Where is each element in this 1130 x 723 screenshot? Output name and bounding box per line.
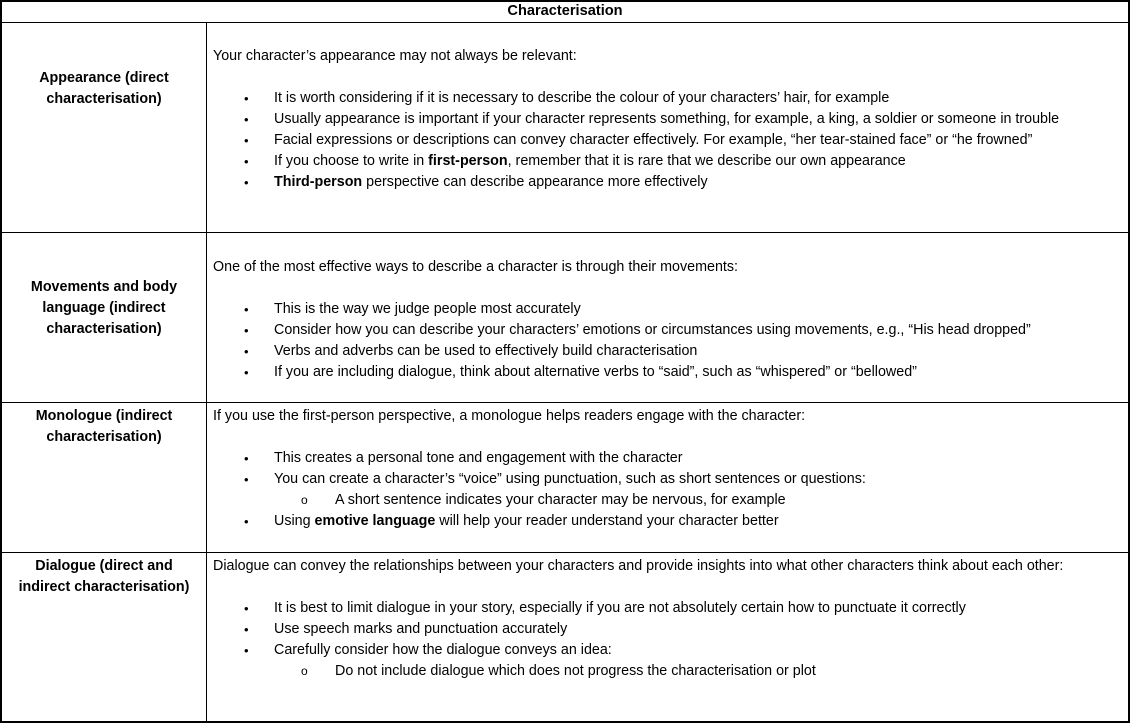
bullet-marker: • xyxy=(244,622,249,637)
bullet-text: Consider how you can describe your characters’ emotions or circumstances using movements, e.g., “His head dropped” xyxy=(274,322,1031,338)
bullet-marker: • xyxy=(244,91,249,106)
bullet-marker: o xyxy=(301,493,308,507)
bullet-marker: • xyxy=(244,451,249,466)
bullet-text: Third-person perspective can describe appearance more effectively xyxy=(274,174,708,190)
bullet-text: Facial expressions or descriptions can convey character effectively. For example, “her tear-stained face” or “he frowned” xyxy=(274,132,1033,148)
table-rows xyxy=(2,23,1128,721)
row-body xyxy=(207,23,1128,232)
row-label: Appearance (direct characterisation) xyxy=(2,23,207,232)
table-row xyxy=(2,23,1128,233)
bullet-marker: • xyxy=(244,514,249,529)
bullet-item xyxy=(213,151,1118,172)
bullet-text: If you choose to write in first-person, remember that it is rare that we describe our own appearance xyxy=(274,153,906,169)
bullet-item xyxy=(213,619,1118,640)
bullet-text: This creates a personal tone and engagement with the character xyxy=(274,450,683,466)
bullet-item xyxy=(213,448,1118,469)
table-row xyxy=(2,403,1128,553)
bullet-marker: o xyxy=(301,664,308,678)
bullet-marker: • xyxy=(244,344,249,359)
bullet-marker: • xyxy=(244,133,249,148)
bullet-list xyxy=(213,598,1118,682)
bullet-marker: • xyxy=(244,154,249,169)
bullet-item xyxy=(213,661,1118,682)
bullet-text: If you are including dialogue, think about alternative verbs to “said”, such as “whispered” or “bellowed” xyxy=(274,364,917,380)
bullet-text: This is the way we judge people most accurately xyxy=(274,301,581,317)
bullet-text: Usually appearance is important if your character represents something, for example, a king, a soldier or someone in trouble xyxy=(274,111,1060,127)
bullet-list xyxy=(213,299,1118,383)
bullet-item xyxy=(213,109,1118,130)
bullet-item xyxy=(213,130,1118,151)
bullet-item xyxy=(213,640,1118,661)
bullet-marker: • xyxy=(244,365,249,380)
bullet-text: Using emotive language will help your reader understand your character better xyxy=(274,513,779,529)
bullet-marker: • xyxy=(244,323,249,338)
bullet-text: It is best to limit dialogue in your story, especially if you are not absolutely certain how to punctuate it correctly xyxy=(274,600,966,616)
bullet-item xyxy=(213,341,1118,362)
bullet-marker: • xyxy=(244,302,249,317)
bullet-marker: • xyxy=(244,472,249,487)
row-intro: Dialogue can convey the relationships between your characters and provide insights into what other characters think about each other: xyxy=(213,558,1064,574)
bullet-text: Use speech marks and punctuation accurately xyxy=(274,621,568,637)
bullet-text: Do not include dialogue which does not progress the characterisation or plot xyxy=(335,663,816,679)
row-intro: One of the most effective ways to describe a character is through their movements: xyxy=(213,259,738,275)
row-body xyxy=(207,233,1128,402)
bullet-text: Carefully consider how the dialogue conveys an idea: xyxy=(274,642,612,658)
table-row xyxy=(2,233,1128,403)
bullet-list xyxy=(213,448,1118,532)
row-intro: If you use the first-person perspective, a monologue helps readers engage with the character: xyxy=(213,408,806,424)
bullet-marker: • xyxy=(244,175,249,190)
row-body xyxy=(207,403,1128,552)
bullet-item xyxy=(213,299,1118,320)
bullet-item xyxy=(213,490,1118,511)
row-body xyxy=(207,553,1128,721)
row-intro: Your character’s appearance may not always be relevant: xyxy=(213,48,577,64)
bullet-item xyxy=(213,320,1118,341)
bullet-item xyxy=(213,88,1118,109)
bullet-item xyxy=(213,362,1118,383)
bullet-marker: • xyxy=(244,112,249,127)
bullet-item xyxy=(213,172,1118,193)
bullet-text: It is worth considering if it is necessary to describe the colour of your characters’ hair, for example xyxy=(274,90,890,106)
bullet-item xyxy=(213,598,1118,619)
row-label: Dialogue (direct and indirect characterisation) xyxy=(2,553,207,721)
bullet-text: A short sentence indicates your character may be nervous, for example xyxy=(335,492,786,508)
bullet-marker: • xyxy=(244,601,249,616)
bullet-marker: • xyxy=(244,643,249,658)
bullet-item xyxy=(213,469,1118,490)
table-title: Characterisation xyxy=(2,2,1128,23)
row-label: Movements and body language (indirect characterisation) xyxy=(2,233,207,402)
bullet-item xyxy=(213,511,1118,532)
bullet-list xyxy=(213,88,1118,193)
bullet-text: You can create a character’s “voice” using punctuation, such as short sentences or questions: xyxy=(274,471,866,487)
table-row xyxy=(2,553,1128,721)
bullet-text: Verbs and adverbs can be used to effectively build characterisation xyxy=(274,343,698,359)
row-label: Monologue (indirect characterisation) xyxy=(2,403,207,552)
